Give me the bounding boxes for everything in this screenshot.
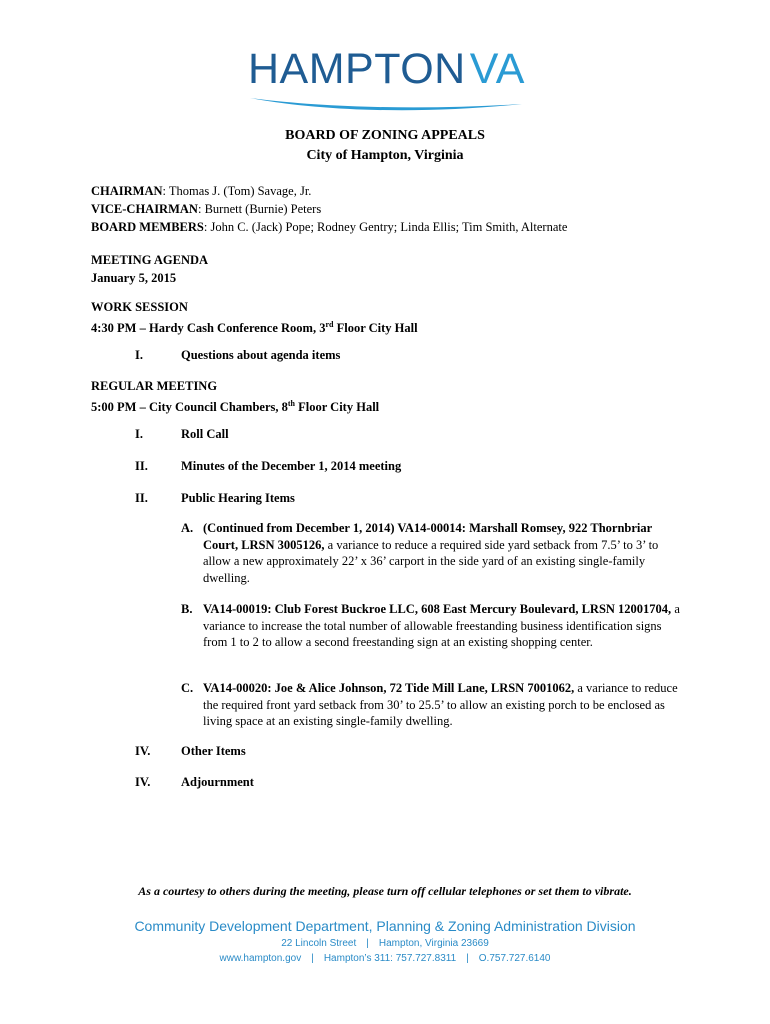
agenda-item-number: IV. (135, 775, 151, 789)
footer-311-phone: Hampton’s 311: 757.727.8311 (323, 953, 457, 964)
footer-office-phone: O.757.727.6140 (478, 953, 551, 964)
board-title: BOARD OF ZONING APPEALS (285, 128, 485, 143)
meeting-agenda-heading: MEETING AGENDA January 5, 2015 (91, 253, 209, 285)
board-members-line: BOARD MEMBERS: John C. (Jack) Pope; Rodney Gentry; Linda Ellis; Tim Smith, Alternate (91, 220, 568, 234)
vice-chairman-line: VICE-CHAIRMAN: Burnett (Burnie) Peters (91, 202, 322, 216)
agenda-item-minutes: Minutes of the December 1, 2014 meeting (181, 459, 402, 473)
agenda-item-number: I. (135, 427, 143, 441)
agenda-item-number: II. (135, 491, 148, 505)
logo-word-hampton: HAMPTON (248, 45, 466, 93)
agenda-item-public-hearing: Public Hearing Items (181, 491, 295, 505)
agenda-item-other: Other Items (181, 744, 246, 758)
logo-word-va: VA (469, 45, 525, 93)
hearing-item-b: B. VA14-00019: Club Forest Buckroe LLC, 608 East Mercury Boulevard, LRSN 12001704, a variance to increase the total number of allowable freestanding business identification signs from 1 to 2 to allow a second freestanding sign at an existing shopping center. (181, 602, 680, 649)
hampton-va-logo (246, 44, 526, 114)
hearing-item-a: A. (Continued from December 1, 2014) VA14-00014: Marshall Romsey, 922 Thornbriar Court, LRSN 3005126, a variance to reduce a required side yard setback from 7.5’ to 3’ to allow a new approximately 22’ x 36’ carport in the side yard of an existing single-family dwelling. (181, 521, 659, 585)
logo-swoosh-icon (246, 92, 526, 114)
work-item-label: Questions about agenda items (181, 348, 341, 362)
agenda-item-adjournment: Adjournment (181, 775, 254, 789)
work-session-heading: WORK SESSION 4:30 PM – Hardy Cash Conference Room, 3rd Floor City Hall (91, 300, 418, 336)
footer-department: Community Development Department, Planning & Zoning Administration Division (134, 918, 636, 934)
footer-address-line: 22 Lincoln Street | Hampton, Virginia 23669 (281, 938, 489, 949)
work-item-number: I. (135, 348, 143, 362)
courtesy-notice: As a courtesy to others during the meeting, please turn off cellular telephones or set them to vibrate. (138, 884, 632, 898)
chairman-line: CHAIRMAN: Thomas J. (Tom) Savage, Jr. (91, 184, 312, 198)
board-roster (91, 182, 711, 236)
agenda-item-roll-call: Roll Call (181, 427, 229, 441)
document-title (0, 126, 770, 166)
footer-city: Hampton, Virginia 23669 (378, 938, 489, 949)
hearing-item-c: C. VA14-00020: Joe & Alice Johnson, 72 Tide Mill Lane, LRSN 7001062, a variance to reduce the required front yard setback from 30’ to 25.5’ to allow an existing porch to be enclosed as living space at an existing single-family dwelling. (181, 681, 678, 728)
footer (0, 916, 770, 966)
city-subtitle: City of Hampton, Virginia (306, 148, 464, 163)
agenda-item-number: IV. (135, 744, 151, 758)
footer-website-link[interactable]: www.hampton.gov (219, 953, 302, 964)
agenda-item-number: II. (135, 459, 148, 473)
regular-meeting-heading: REGULAR MEETING 5:00 PM – City Council Chambers, 8th Floor City Hall (91, 379, 380, 415)
footer-street: 22 Lincoln Street (281, 938, 357, 949)
footer-contact-line: www.hampton.gov | Hampton’s 311: 757.727.8311 | O.757.727.6140 (219, 953, 551, 964)
